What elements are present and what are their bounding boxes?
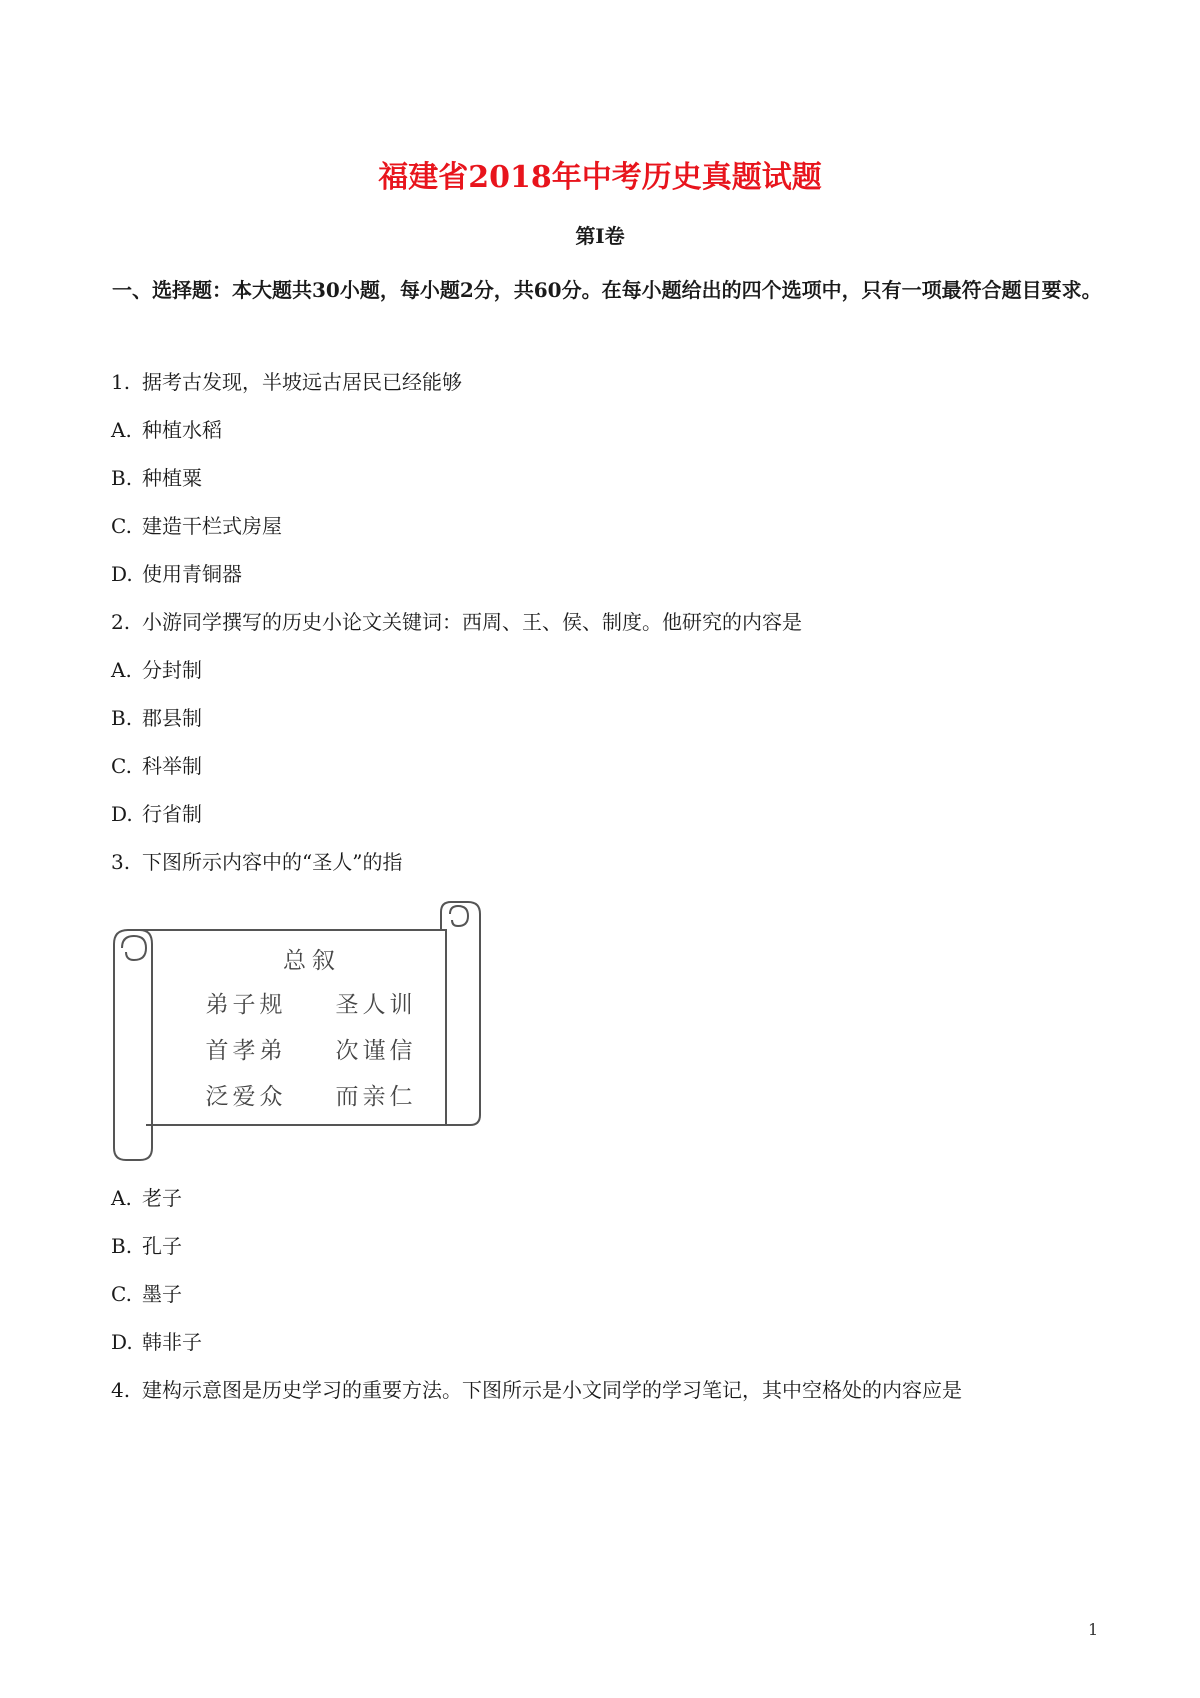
option	[111, 798, 202, 827]
option	[111, 1278, 182, 1307]
question-number: 2.	[111, 610, 131, 634]
option-letter: A.	[111, 1186, 132, 1210]
option-text: 郡县制	[142, 706, 202, 730]
option-text: 韩非子	[142, 1330, 202, 1354]
option-letter: B.	[111, 706, 133, 730]
option-text: 科举制	[142, 754, 202, 778]
option-letter: A.	[111, 418, 132, 442]
option-text: 墨子	[142, 1282, 182, 1306]
scroll-verse: 而亲仁	[335, 1084, 417, 1110]
option-text: 行省制	[142, 802, 202, 826]
option-letter: A.	[111, 658, 132, 682]
option-letter: C.	[111, 514, 132, 538]
scroll-figure	[106, 900, 484, 1162]
option	[111, 1230, 182, 1259]
volume-label: 第I卷	[575, 224, 625, 248]
scroll-verse: 泛爱众	[205, 1084, 287, 1110]
option	[111, 510, 282, 539]
scroll-verse: 次谨信	[335, 1038, 417, 1064]
option-letter: C.	[111, 754, 132, 778]
option-text: 孔子	[142, 1234, 182, 1258]
option-letter: B.	[111, 1234, 133, 1258]
option	[111, 702, 202, 731]
question-text: 下图所示内容中的“圣人”的指	[142, 850, 403, 874]
question-number: 1.	[111, 370, 131, 394]
section-heading: 一、选择题：本大题共30小题，每小题2分，共60分。在每小题给出的四个选项中，只有一项最符合题目要求。	[112, 278, 1102, 302]
question-text: 小游同学撰写的历史小论文关键词：西周、王、侯、制度。他研究的内容是	[142, 610, 802, 634]
page-number: 1	[1088, 1620, 1099, 1639]
page-title: 福建省2018年中考历史真题试题	[378, 160, 822, 195]
option-text: 使用青铜器	[142, 562, 242, 586]
question-stem	[111, 606, 802, 635]
scroll-verse: 首孝弟	[205, 1038, 287, 1064]
option	[111, 750, 202, 779]
option	[111, 654, 202, 683]
option	[111, 462, 202, 491]
question-text: 据考古发现，半坡远古居民已经能够	[142, 370, 462, 394]
option	[111, 1326, 202, 1355]
option	[111, 1182, 182, 1211]
option-text: 老子	[142, 1186, 182, 1210]
question-stem	[111, 846, 402, 875]
option	[111, 414, 222, 443]
option-text: 种植水稻	[142, 418, 222, 442]
option-letter: D.	[111, 1330, 133, 1354]
option-text: 建造干栏式房屋	[142, 514, 282, 538]
question-text: 建构示意图是历史学习的重要方法。下图所示是小文同学的学习笔记，其中空格处的内容应是	[142, 1378, 962, 1402]
option	[111, 558, 242, 587]
option-letter: B.	[111, 466, 133, 490]
question-stem	[111, 1374, 962, 1403]
scroll-heading: 总叙	[283, 948, 341, 974]
option-letter: D.	[111, 802, 133, 826]
option-text: 种植粟	[142, 466, 202, 490]
option-text: 分封制	[142, 658, 202, 682]
question-number: 3.	[111, 850, 131, 874]
option-letter: C.	[111, 1282, 132, 1306]
option-letter: D.	[111, 562, 133, 586]
scroll-verse: 弟子规	[205, 992, 287, 1018]
question-number: 4.	[111, 1378, 131, 1402]
scroll-verse: 圣人训	[335, 992, 417, 1018]
question-stem	[111, 366, 462, 395]
